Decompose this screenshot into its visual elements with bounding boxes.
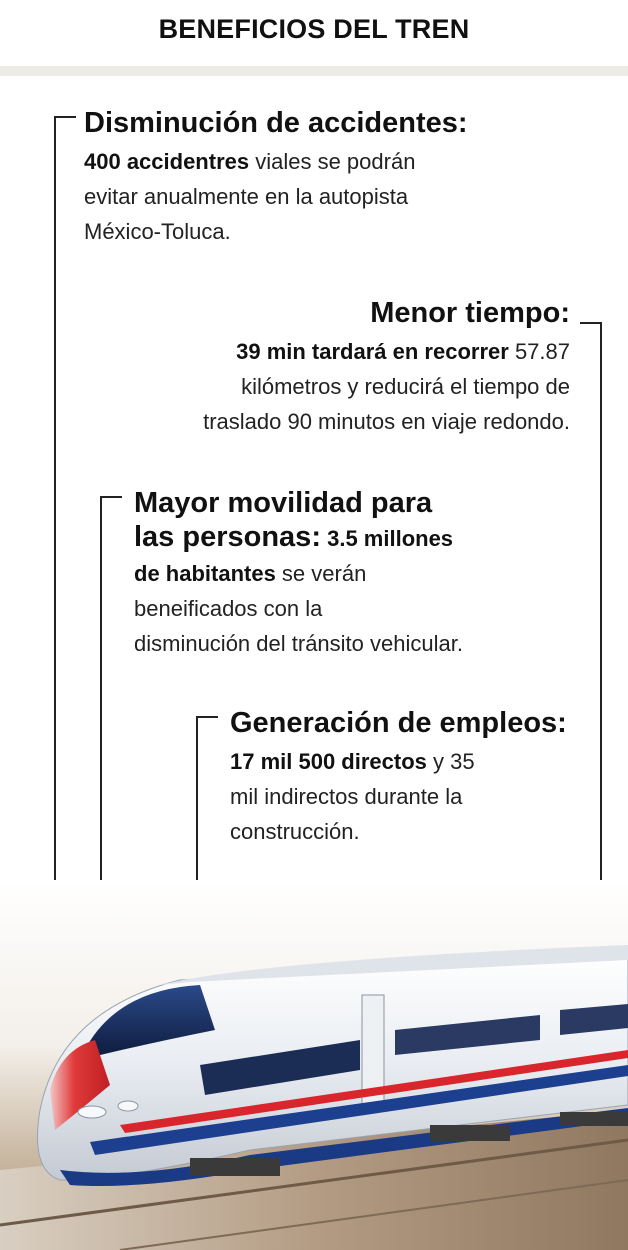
benefit-highlight: 39 min tardará en recorrer bbox=[236, 339, 509, 364]
train-bogie bbox=[560, 1112, 628, 1126]
page-title: BENEFICIOS DEL TREN bbox=[158, 14, 470, 44]
benefit-mobility bbox=[134, 486, 604, 661]
benefit-body bbox=[100, 334, 570, 439]
connector-jobs-cap bbox=[196, 716, 218, 718]
benefit-text: beneificados con la bbox=[134, 596, 323, 621]
train-headlight bbox=[78, 1106, 106, 1118]
benefit-text: México-Toluca. bbox=[84, 219, 231, 244]
benefit-heading: Disminución de accidentes: bbox=[84, 107, 468, 139]
train-bogie bbox=[190, 1158, 280, 1176]
benefit-jobs bbox=[230, 706, 620, 849]
connector-time bbox=[600, 322, 602, 958]
connector-mobility-cap bbox=[100, 496, 122, 498]
benefit-accidents bbox=[84, 106, 604, 249]
train-bogie bbox=[430, 1125, 510, 1141]
benefit-body bbox=[134, 556, 604, 661]
benefit-highlight: 3.5 millones bbox=[320, 526, 454, 551]
benefit-body bbox=[230, 744, 620, 849]
benefit-heading bbox=[134, 520, 604, 556]
benefit-text: disminución del tránsito vehicular. bbox=[134, 631, 463, 656]
connector-time-cap bbox=[580, 322, 602, 324]
benefit-highlight: de habitantes bbox=[134, 561, 276, 586]
benefit-text: traslado 90 minutos en viaje redondo. bbox=[203, 409, 570, 434]
benefit-text: y 35 bbox=[426, 749, 475, 774]
benefit-heading: Mayor movilidad para bbox=[134, 487, 433, 519]
benefit-text: evitar anualmente en la autopista bbox=[84, 184, 409, 209]
benefit-heading-part: las personas: bbox=[134, 521, 321, 553]
benefit-text: construcción. bbox=[230, 819, 360, 844]
benefit-highlight: 400 accidentres bbox=[84, 149, 250, 174]
train-illustration bbox=[0, 880, 628, 1250]
benefit-text: kilómetros y reducirá el tiempo de bbox=[241, 374, 570, 399]
benefit-body bbox=[84, 144, 604, 249]
connector-accidents-cap bbox=[54, 116, 76, 118]
benefit-time bbox=[100, 296, 570, 439]
benefit-text: mil indirectos durante la bbox=[230, 784, 463, 809]
benefit-text: viales se podrán bbox=[249, 149, 416, 174]
benefit-heading: Menor tiempo: bbox=[370, 297, 570, 329]
train-headlight bbox=[118, 1101, 138, 1111]
benefit-text: se verán bbox=[275, 561, 367, 586]
benefit-highlight: 17 mil 500 directos bbox=[230, 749, 427, 774]
benefit-heading: Generación de empleos: bbox=[230, 707, 567, 739]
benefit-text: 57.87 bbox=[508, 339, 570, 364]
title-divider bbox=[0, 66, 628, 76]
